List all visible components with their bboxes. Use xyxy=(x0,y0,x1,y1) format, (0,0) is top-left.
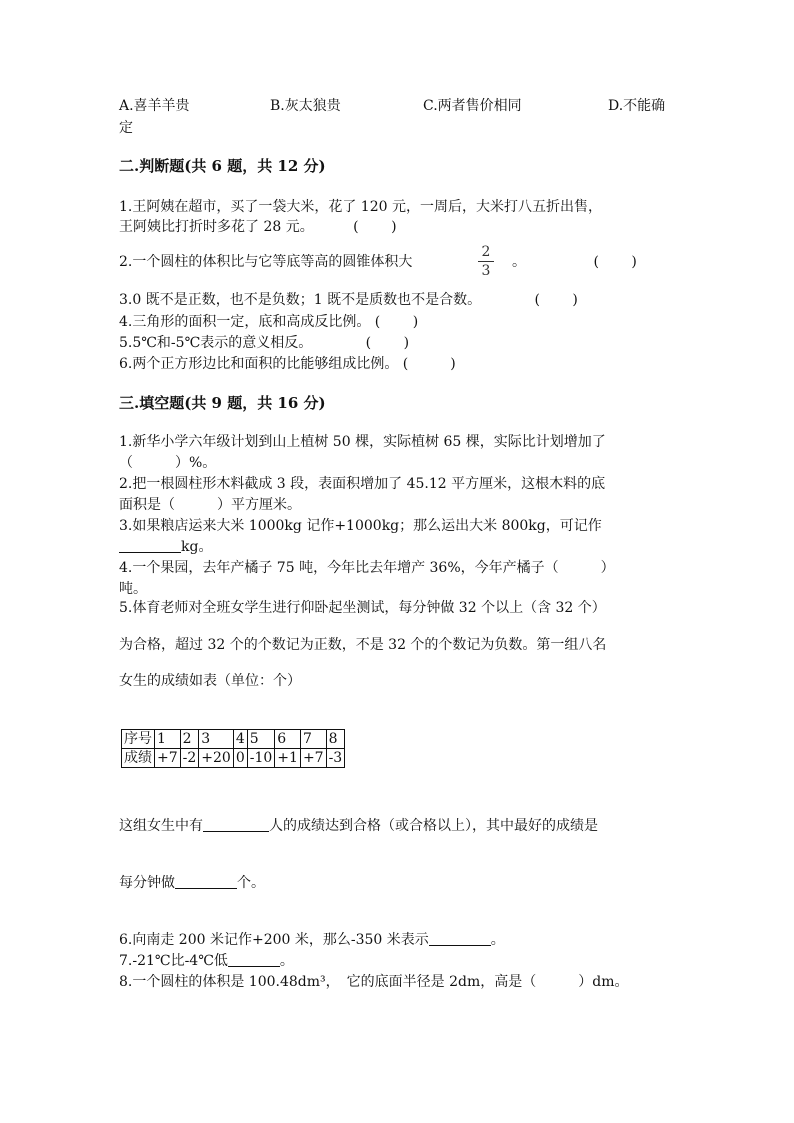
tf-q2-tail: 。 ( ) xyxy=(512,254,637,270)
tf-q1-line2: 王阿姨比打折时多花了 28 元。 ( ) xyxy=(119,219,397,235)
answer-blank xyxy=(429,931,491,946)
table-cell: 2 xyxy=(180,730,199,749)
table-cell: 0 xyxy=(233,749,247,768)
table-cell: +20 xyxy=(199,749,234,768)
fill-q3-suffix: kg。 xyxy=(181,539,213,555)
fill-q4-line2: 吨。 xyxy=(119,581,147,597)
option-a: A.喜羊羊贵 xyxy=(119,98,190,114)
answer-blank xyxy=(119,538,181,553)
answer-blank xyxy=(175,874,237,889)
tf-q4: 4.三角形的面积一定，底和高成反比例。 ( ) xyxy=(119,314,419,330)
fill-q3-line2 xyxy=(119,537,212,557)
fill-q2-line1: 2.把一根圆柱形木料截成 3 段，表面积增加了 45.12 平方厘米，这根木料的底 xyxy=(119,476,606,492)
option-c: C.两者售价相同 xyxy=(423,98,522,114)
table-cell: +1 xyxy=(275,749,301,768)
fill-q7-post: 。 xyxy=(279,953,294,969)
table-cell: 7 xyxy=(300,730,326,749)
fill-q5-after2-post: 个。 xyxy=(237,875,265,891)
option-d: D.不能确 xyxy=(608,98,666,114)
fill-q5-after1-post: 人的成绩达到合格（或合格以上），其中最好的成绩是 xyxy=(269,818,598,834)
fill-q8: 8.一个圆柱的体积是 100.48dm³， 它的底面半径是 2dm，高是（ ）dm。 xyxy=(119,974,629,990)
table-cell: 6 xyxy=(275,730,301,749)
table-cell: 1 xyxy=(155,730,181,749)
fill-q5-line2: 为合格，超过 32 个的个数记为正数，不是 32 个的个数记为负数。第一组八名 xyxy=(119,637,607,653)
tf-q2-text: 2.一个圆柱的体积比与它等底等高的圆锥体积大 xyxy=(119,254,413,270)
fraction-two-thirds xyxy=(478,244,494,279)
fill-q1-line2: （ ）%。 xyxy=(119,455,217,471)
option-b: B.灰太狼贵 xyxy=(270,98,341,114)
table-cell: 5 xyxy=(247,730,275,749)
fraction-bar xyxy=(478,261,494,262)
fraction-denominator: 3 xyxy=(481,263,491,279)
fill-q5-after2-pre: 每分钟做 xyxy=(119,875,175,891)
fill-q5-line1: 5.体育老师对全班女学生进行仰卧起坐测试，每分钟做 32 个以上（含 32 个） xyxy=(119,600,606,616)
fill-q7-pre: 7.-21℃比-4℃低 xyxy=(119,953,228,969)
table-cell: 序号 xyxy=(122,730,155,749)
table-cell: -10 xyxy=(247,749,275,768)
section2-heading: 二.判断题(共 6 题，共 12 分) xyxy=(119,157,326,175)
section3-heading: 三.填空题(共 9 题，共 16 分) xyxy=(119,394,326,412)
table-cell: +7 xyxy=(300,749,326,768)
fill-q3-line1: 3.如果粮店运来大米 1000kg 记作+1000kg；那么运出大米 800kg，可记作 xyxy=(119,518,602,534)
table-row xyxy=(122,730,345,749)
scores-table xyxy=(121,729,345,768)
table-cell: 4 xyxy=(233,730,247,749)
answer-blank xyxy=(203,817,269,832)
table-cell: +7 xyxy=(155,749,181,768)
option-d-continuation: 定 xyxy=(119,120,133,136)
tf-q5: 5.5℃和-5℃表示的意义相反。 ( ) xyxy=(119,335,410,351)
fill-q6-pre: 6.向南走 200 米记作+200 米，那么-350 米表示 xyxy=(119,932,429,948)
table-row xyxy=(122,749,345,768)
fill-q5-after1 xyxy=(119,816,598,836)
fill-q5-after2 xyxy=(119,873,265,893)
table-cell: 8 xyxy=(326,730,345,749)
table-cell: 成绩 xyxy=(122,749,155,768)
tf-q3: 3.0 既不是正数，也不是负数；1 既不是质数也不是合数。 ( ) xyxy=(119,292,578,308)
fill-q7 xyxy=(119,951,294,971)
table-cell: 3 xyxy=(199,730,234,749)
fill-q2-line2: 面积是（ ）平方厘米。 xyxy=(119,497,301,513)
tf-q6: 6.两个正方形边比和面积的比能够组成比例。 ( ) xyxy=(119,356,456,372)
fill-q5-line3: 女生的成绩如表（单位：个） xyxy=(119,673,301,689)
fill-q4-line1: 4.一个果园，去年产橘子 75 吨，今年比去年增产 36%，今年产橘子（ ） xyxy=(119,560,615,576)
table-cell: -2 xyxy=(180,749,199,768)
fill-q6-post: 。 xyxy=(490,932,505,948)
fraction-numerator: 2 xyxy=(481,244,491,260)
table-cell: -3 xyxy=(326,749,345,768)
fill-q6 xyxy=(119,930,505,950)
answer-blank xyxy=(228,952,280,967)
fill-q5-after1-pre: 这组女生中有 xyxy=(119,818,203,834)
tf-q1-line1: 1.王阿姨在超市，买了一袋大米，花了 120 元，一周后，大米打八五折出售， xyxy=(119,199,602,215)
fill-q1-line1: 1.新华小学六年级计划到山上植树 50 棵，实际植树 65 棵，实际比计划增加了 xyxy=(119,434,606,450)
